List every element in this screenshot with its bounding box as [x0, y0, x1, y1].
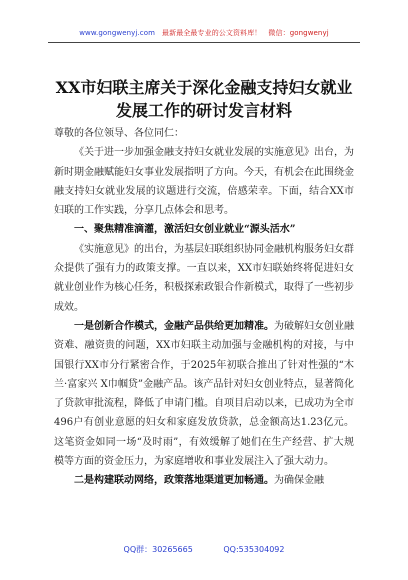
- paragraph-2: 《实施意见》的出台，为基层妇联组织协同金融机构服务妇女群众提供了强有力的政策支撑。一直以来，XX市妇联始终将促进妇女就业创业作为核心任务，积极探索政银合作新模式，取得了一些初步成效。: [54, 243, 354, 313]
- section-heading-text: 一、聚焦精准滴灌，激活妇女创业就业“源头活水”: [74, 224, 296, 236]
- site-slogan: 最新最全最专业的公文资料库！: [162, 29, 262, 37]
- document-title: XX市妇联主席关于深化金融支持妇女就业发展工作的研讨发言材料: [55, 78, 353, 120]
- paragraph-intro: 《关于进一步加强金融支持妇女就业发展的实施意见》出台，为新时期金融赋能妇女事业发展指明了方向。今天，有机会在此围绕金融支持妇女就业发展的议题进行交流，倍感荣幸。下面，结合XX市妇联的工作实践，分享几点体会和思考。: [54, 147, 354, 217]
- point-2-text: 为确保金融: [274, 475, 324, 487]
- point-2-heading: 二是构建联动网络，政策落地渠道更加畅通。: [74, 475, 274, 487]
- site-header: [0, 28, 408, 38]
- site-url[interactable]: www.gongwenyj.com: [79, 29, 156, 37]
- page-footer: [0, 544, 408, 555]
- qq-number: QQ:535304092: [223, 545, 285, 554]
- paragraph-4: [54, 471, 354, 490]
- paragraph-3: [54, 317, 354, 471]
- point-1-text: 为破解妇女创业融资难、融资贵的问题，XX市妇联主动加强与金融机构的对接，与中国银行XX市分行紧密合作，于2025年初联合推出了针对性强的“木兰·富家兴 X巾帼贷”金融产品。该产品针对妇女创业特点，显著简化了贷款审批流程，降低了申请门槛。自项目启动以来，已成功为全市496户有创业意愿的妇女和家庭发放贷款，总金额高达1.23亿元。这笔资金如同一场“及时雨”，有效缓解了她们在生产经营、扩大规模等方面的资金压力，为家庭增收和事业发展注入了强大动力。: [54, 320, 354, 468]
- point-1-heading: 一是创新合作模式，金融产品供给更加精准。: [74, 320, 274, 332]
- wechat-id: 微信：gongwenyj: [268, 29, 329, 37]
- section-heading-1: [54, 220, 354, 239]
- salutation: 尊敬的各位领导、各位同仁：: [54, 128, 184, 139]
- document-body: [54, 124, 354, 491]
- header-divider: [48, 42, 360, 43]
- qq-group: QQ群：30265665: [123, 545, 193, 554]
